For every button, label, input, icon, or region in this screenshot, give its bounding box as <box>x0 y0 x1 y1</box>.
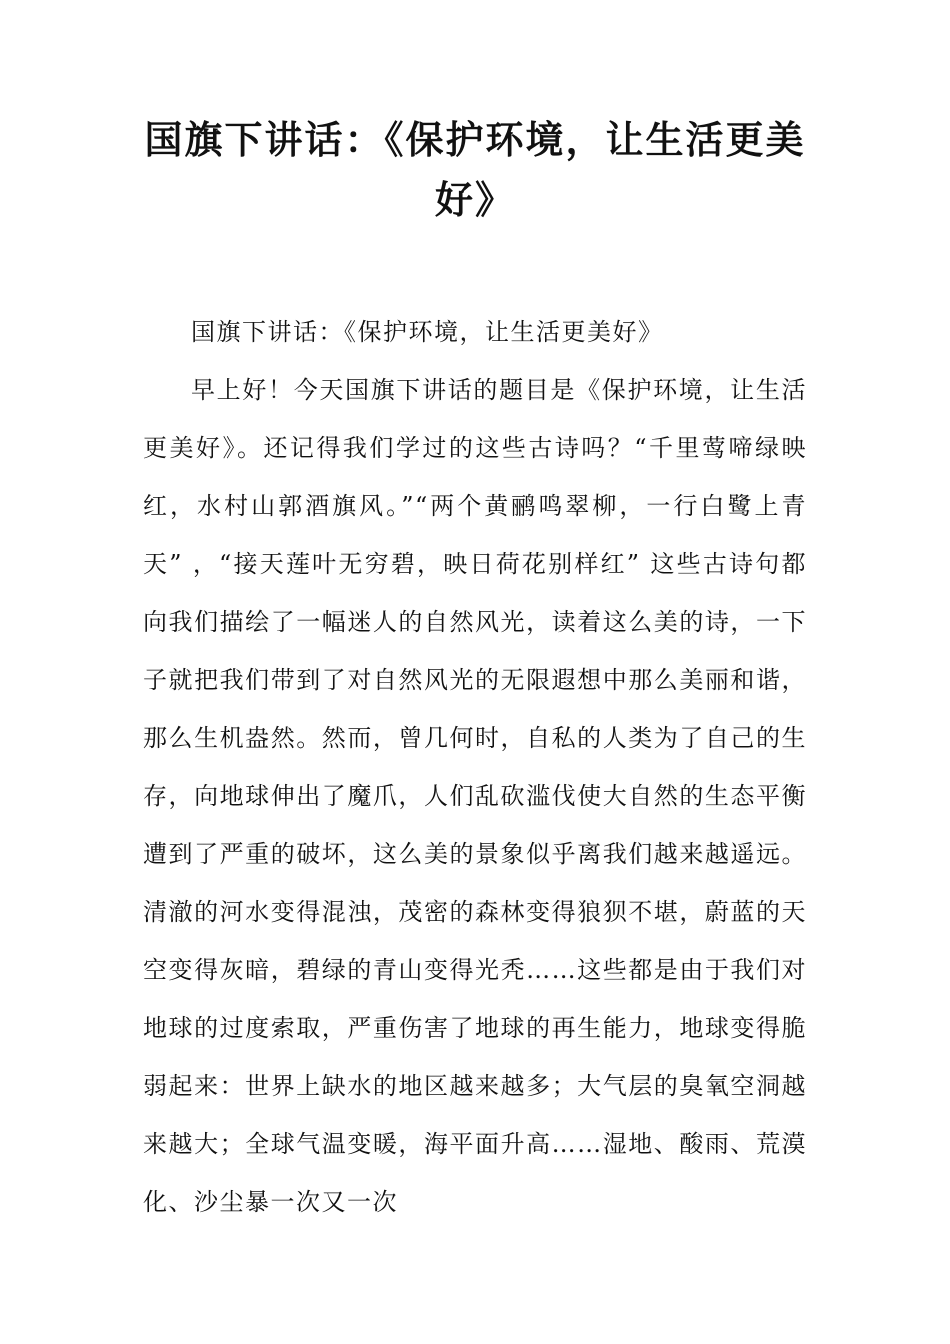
document-title: 国旗下讲话：《保护环境，让生活更美好》 <box>144 118 806 222</box>
speech-paragraph: 早上好！今天国旗下讲话的题目是《保护环境，让生活更美好》。还记得我们学过的这些古诗吗？“千里莺啼绿映红，水村山郭酒旗风。”“两个黄鹂鸣翠柳，一行白鹭上青天” ，“接天莲叶无穷碧，映日荷花别样红” 这些古诗句都向我们描绘了一幅迷人的自然风光，读着这么美的诗，一下子就把我们带到了对自然风光的无限遐想中那么美丽和谐，那么生机盎然。然而，曾几何时，自私的人类为了自己的生存，向地球伸出了魔爪，人们乱砍滥伐使大自然的生态平衡遭到了严重的破坏，这么美的景象似乎离我们越来越遥远。清澈的河水变得混浊，茂密的森林变得狼狈不堪，蔚蓝的天空变得灰暗，碧绿的青山变得光秃……这些都是由于我们对地球的过度索取，严重伤害了地球的再生能力，地球变得脆弱起来：世界上缺水的地区越来越多；大气层的臭氧空洞越来越大；全球气温变暖，海平面升高……湿地、酸雨、荒漠化、沙尘暴一次又一次 <box>143 376 807 1216</box>
subtitle-paragraph: 国旗下讲话：《保护环境，让生活更美好》 <box>191 318 664 346</box>
document-body <box>143 303 807 1231</box>
